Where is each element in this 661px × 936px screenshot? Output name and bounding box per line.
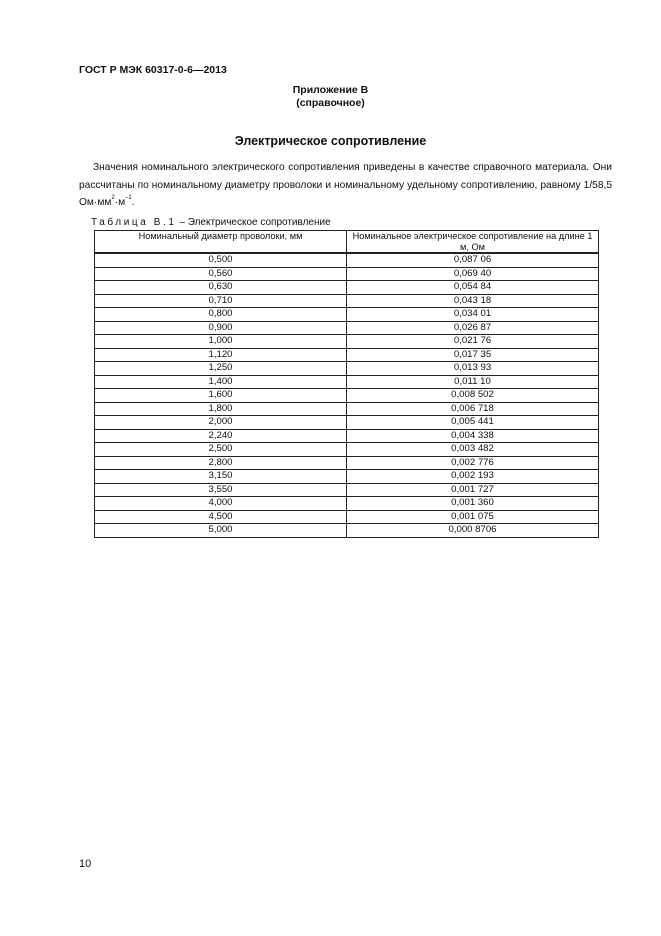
cell-diameter: 1,800 xyxy=(95,402,347,416)
paragraph-text: Значения номинального электрического сопротивления приведены в качестве справочного материала. Они рассчитаны по номинальному диаметру проволоки и номинальному удельному сопротивлению, равному 1/58,5 Ом·мм xyxy=(79,162,612,208)
annex-status: (справочное) xyxy=(296,97,365,109)
cell-diameter: 0,500 xyxy=(95,253,347,267)
cell-diameter: 1,400 xyxy=(95,375,347,389)
cell-resistance: 0,026 87 xyxy=(347,321,599,335)
cell-diameter: 2,240 xyxy=(95,429,347,443)
cell-diameter: 1,600 xyxy=(95,389,347,403)
cell-resistance: 0,003 482 xyxy=(347,443,599,457)
table-header-row xyxy=(95,231,599,254)
cell-resistance: 0,021 76 xyxy=(347,335,599,349)
cell-diameter: 3,550 xyxy=(95,483,347,497)
cell-diameter: 2,800 xyxy=(95,456,347,470)
cell-diameter: 2,000 xyxy=(95,416,347,430)
table-row xyxy=(95,294,599,308)
cell-resistance: 0,087 06 xyxy=(347,253,599,267)
table-caption xyxy=(91,217,331,228)
cell-resistance: 0,013 93 xyxy=(347,362,599,376)
column-header-diameter: Номинальный диаметр проволоки, мм xyxy=(95,231,347,254)
cell-diameter: 5,000 xyxy=(95,524,347,538)
page-number: 10 xyxy=(79,858,92,870)
annex-heading xyxy=(0,84,661,110)
table-row xyxy=(95,335,599,349)
cell-diameter: 1,000 xyxy=(95,335,347,349)
table-row xyxy=(95,524,599,538)
table-row xyxy=(95,281,599,295)
cell-resistance: 0,017 35 xyxy=(347,348,599,362)
cell-diameter: 1,120 xyxy=(95,348,347,362)
cell-resistance: 0,001 075 xyxy=(347,510,599,524)
table-row xyxy=(95,321,599,335)
table-row xyxy=(95,443,599,457)
column-header-resistance: Номинальное электрическое сопротивление на длине 1 м, Ом xyxy=(347,231,599,254)
cell-diameter: 0,710 xyxy=(95,294,347,308)
table-caption-text: – Электрическое сопротивление xyxy=(176,217,331,228)
table-row xyxy=(95,308,599,322)
cell-diameter: 1,250 xyxy=(95,362,347,376)
cell-resistance: 0,002 776 xyxy=(347,456,599,470)
superscript-minus-1: –1 xyxy=(125,195,132,201)
table-row xyxy=(95,483,599,497)
table-row xyxy=(95,470,599,484)
cell-diameter: 0,630 xyxy=(95,281,347,295)
paragraph-unit-text: ·м xyxy=(114,197,126,208)
cell-diameter: 0,560 xyxy=(95,267,347,281)
cell-resistance: 0,001 727 xyxy=(347,483,599,497)
resistance-table xyxy=(94,230,599,538)
annex-title: Приложение В xyxy=(292,84,369,96)
cell-resistance: 0,001 360 xyxy=(347,497,599,511)
table-row xyxy=(95,402,599,416)
cell-resistance: 0,005 441 xyxy=(347,416,599,430)
cell-resistance: 0,002 193 xyxy=(347,470,599,484)
table-body xyxy=(95,253,599,537)
cell-resistance: 0,006 718 xyxy=(347,402,599,416)
cell-diameter: 3,150 xyxy=(95,470,347,484)
table-row xyxy=(95,416,599,430)
cell-diameter: 4,000 xyxy=(95,497,347,511)
table-row xyxy=(95,510,599,524)
cell-diameter: 0,800 xyxy=(95,308,347,322)
cell-resistance: 0,004 338 xyxy=(347,429,599,443)
cell-resistance: 0,043 18 xyxy=(347,294,599,308)
document-code: ГОСТ Р МЭК 60317-0-6—2013 xyxy=(79,64,227,76)
cell-resistance: 0,011 10 xyxy=(347,375,599,389)
table-row xyxy=(95,497,599,511)
table-row xyxy=(95,389,599,403)
table-row xyxy=(95,456,599,470)
cell-resistance: 0,069 40 xyxy=(347,267,599,281)
cell-resistance: 0,054 84 xyxy=(347,281,599,295)
body-paragraph xyxy=(79,159,612,212)
superscript-2: 2 xyxy=(111,195,115,201)
table-row xyxy=(95,375,599,389)
cell-resistance: 0,034 01 xyxy=(347,308,599,322)
cell-diameter: 2,500 xyxy=(95,443,347,457)
table-caption-label: Таблица В.1 xyxy=(91,217,177,228)
table-row xyxy=(95,362,599,376)
cell-diameter: 0,900 xyxy=(95,321,347,335)
paragraph-end: . xyxy=(131,197,135,208)
cell-diameter: 4,500 xyxy=(95,510,347,524)
table-row xyxy=(95,267,599,281)
cell-resistance: 0,008 502 xyxy=(347,389,599,403)
table-row xyxy=(95,253,599,267)
table-row xyxy=(95,429,599,443)
table-row xyxy=(95,348,599,362)
cell-resistance: 0,000 8706 xyxy=(347,524,599,538)
section-title: Электрическое сопротивление xyxy=(234,134,427,148)
